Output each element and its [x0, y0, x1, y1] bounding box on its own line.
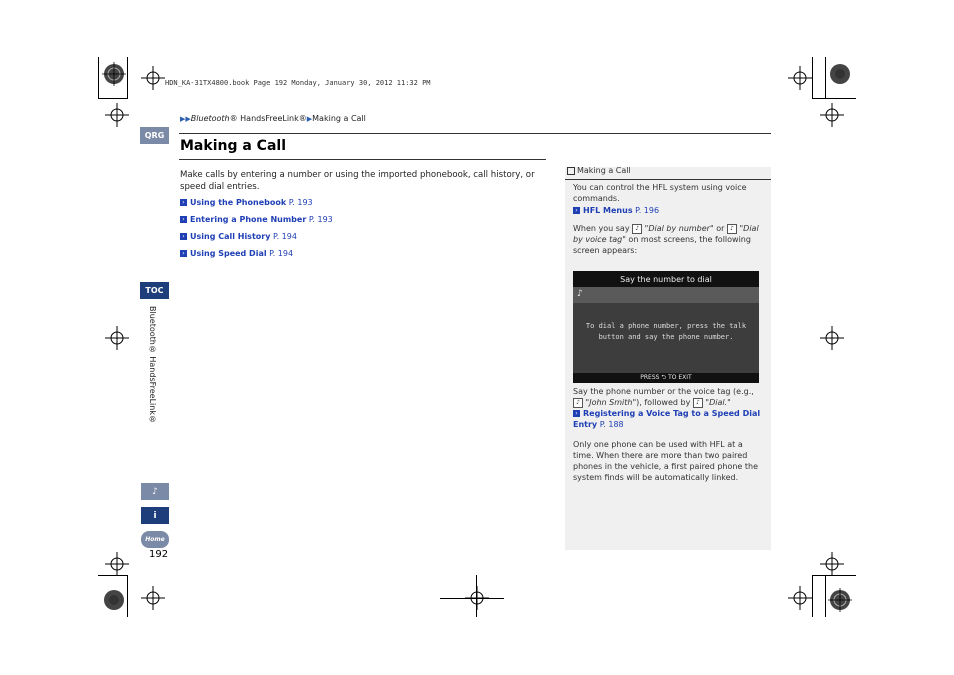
link-entering-number[interactable]: › Entering a Phone Number P. 193 — [180, 215, 333, 224]
voice-nav-button[interactable] — [141, 483, 169, 500]
link-hfl-menus[interactable]: › HFL Menus P. 196 — [573, 205, 659, 216]
screen-title: Say the number to dial — [573, 271, 759, 287]
crop-mark — [127, 57, 128, 99]
toc-tab[interactable]: TOC — [140, 282, 169, 299]
link-register-voice-tag[interactable]: › Registering a Voice Tag to a Speed Dial — [573, 408, 760, 419]
breadcrumb-arrow-icon: ▶ — [306, 115, 313, 123]
file-header: HDN_KA-31TX4800.book Page 192 Monday, January 30, 2012 11:32 PM — [165, 79, 431, 87]
link-arrow-icon: › — [180, 199, 187, 206]
voice-icon: ♪ — [727, 224, 737, 234]
crop-mark — [440, 598, 504, 599]
link-register-voice-tag-cont[interactable]: Entry P. 188 — [573, 420, 624, 429]
crop-mark — [98, 98, 128, 99]
title-rule — [179, 159, 546, 160]
registration-target-icon — [828, 588, 852, 612]
link-speed-dial[interactable]: › Using Speed Dial P. 194 — [180, 249, 293, 258]
screen-exit-hint: PRESS ⮌ TO EXIT — [573, 373, 759, 383]
note-rule — [565, 179, 771, 180]
crosshair-icon — [141, 66, 165, 90]
screen-message: To dial a phone number, press the talk button and say the phone number. — [585, 322, 747, 341]
breadcrumb-bluetooth[interactable]: Bluetooth — [190, 114, 230, 123]
breadcrumb-hfl[interactable]: ® HandsFreeLink® — [229, 114, 307, 123]
crosshair-icon — [141, 586, 165, 610]
crosshair-icon — [820, 326, 844, 350]
voice-icon: ♪ — [577, 289, 583, 299]
link-using-phonebook[interactable]: › Using the Phonebook P. 193 — [180, 198, 313, 207]
registration-target-icon — [102, 588, 126, 612]
info-nav-button[interactable] — [141, 507, 169, 524]
link-arrow-icon: › — [180, 216, 187, 223]
crop-mark — [98, 57, 99, 99]
crosshair-icon — [788, 66, 812, 90]
screen-band — [573, 287, 759, 303]
crop-mark — [476, 575, 477, 617]
breadcrumb-current: Making a Call — [312, 114, 366, 123]
crosshair-icon — [820, 552, 844, 576]
note-text-2: When you say ♪ "Dial by number" or ♪ "Dial by voice tag" on most screens, the following screen appears: — [573, 224, 759, 255]
voice-icon: ♪ — [632, 224, 642, 234]
note-header: Making a Call — [567, 166, 631, 175]
link-arrow-icon: › — [180, 250, 187, 257]
page-number: 192 — [149, 549, 169, 560]
link-arrow-icon: › — [573, 207, 580, 214]
crosshair-icon — [105, 552, 129, 576]
note-text-4: Only one phone can be used with HFL at a time. When there are more than two paired phones in the vehicle, a first paired phone the system finds will be automatically linked. — [573, 440, 759, 482]
qrg-tab[interactable]: QRG — [140, 127, 169, 144]
intro-text: Make calls by entering a number or using the imported phonebook, call history, or speed dial entries. — [180, 170, 535, 192]
voice-icon: ♪ — [573, 398, 583, 408]
info-icon: i — [153, 510, 157, 521]
crosshair-icon — [105, 326, 129, 350]
voice-icon: ♪ — [693, 398, 703, 408]
crosshair-icon — [105, 103, 129, 127]
crop-mark — [812, 575, 813, 617]
crop-mark — [127, 575, 128, 617]
hfl-screen-image — [573, 271, 759, 383]
voice-icon: ♪ — [152, 486, 158, 497]
crop-mark — [812, 98, 856, 99]
crop-mark — [825, 57, 826, 99]
breadcrumb-arrow-icon: ▶▶ — [180, 115, 191, 123]
page-title: Making a Call — [180, 138, 286, 154]
registration-target-icon — [102, 62, 126, 86]
crosshair-icon — [820, 103, 844, 127]
crop-mark — [825, 575, 826, 617]
header-rule — [179, 133, 771, 134]
crop-mark — [812, 57, 813, 99]
note-text-3: Say the phone number or the voice tag (e.g., ♪ "John Smith"), followed by ♪ "Dial." — [573, 387, 754, 407]
note-text-1: You can control the HFL system using voice commands. — [573, 183, 747, 203]
note-icon — [567, 167, 575, 175]
link-arrow-icon: › — [573, 410, 580, 417]
crosshair-icon — [788, 586, 812, 610]
breadcrumb — [180, 114, 366, 123]
home-nav-button[interactable]: Home — [141, 531, 169, 548]
chapter-label: Bluetooth® HandsFreeLink® — [148, 306, 157, 424]
link-arrow-icon: › — [180, 233, 187, 240]
link-call-history[interactable]: › Using Call History P. 194 — [180, 232, 297, 241]
registration-target-icon — [828, 62, 852, 86]
